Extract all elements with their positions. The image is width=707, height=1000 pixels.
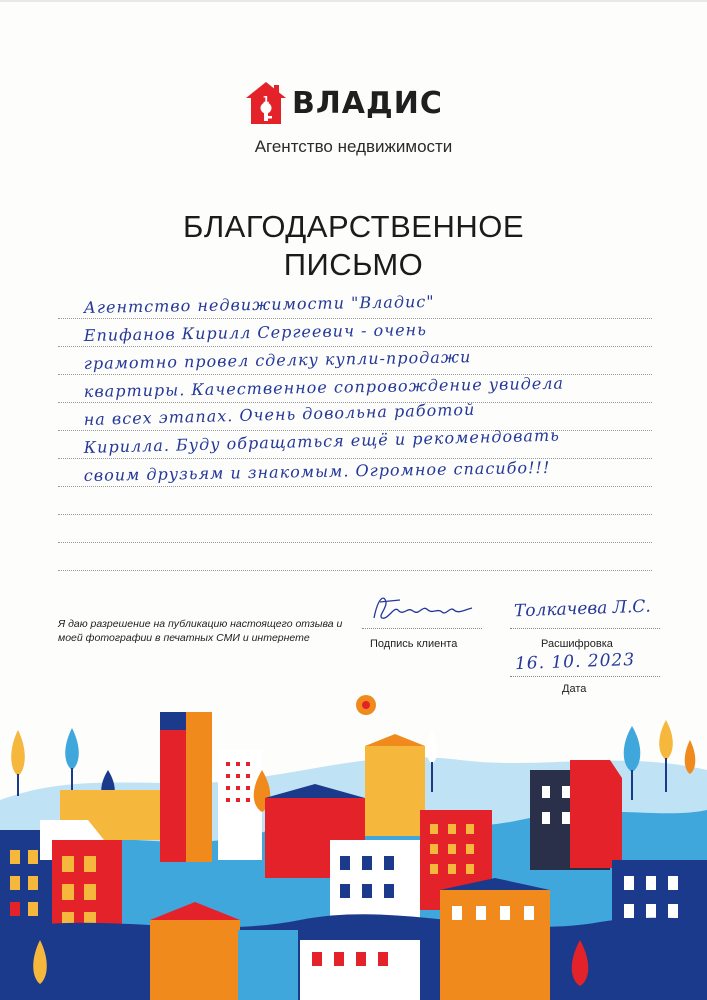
dotted-line xyxy=(58,514,652,515)
house-key-icon xyxy=(244,80,288,126)
handwritten-line: Агентство недвижимости "Владис" xyxy=(83,291,435,317)
date-label: Дата xyxy=(562,683,587,695)
dotted-line xyxy=(58,542,652,543)
handwritten-line: квартиры. Качественное сопровождение увидела xyxy=(83,373,565,401)
publication-consent: Я даю разрешение на публикацию настоящего отзыва и моей фотографии в печатных СМИ и интернете xyxy=(58,618,343,644)
dotted-line xyxy=(58,486,652,487)
dotted-line xyxy=(58,318,652,319)
colorful-city-illustration xyxy=(0,690,707,1000)
handwritten-line: Епифанов Кирилл Сергеевич - очень xyxy=(83,320,427,345)
dotted-line xyxy=(58,346,652,347)
document-title xyxy=(0,208,707,284)
title-line-1: БЛАГОДАРСТВЕННОЕ xyxy=(182,209,525,244)
date-handwritten: 16. 10. 2023 xyxy=(514,649,636,675)
brand-tagline: Агентство недвижимости xyxy=(254,137,453,156)
page-edge xyxy=(0,0,707,2)
handwritten-line: грамотно провел сделку купли-продажи xyxy=(83,347,472,373)
client-signature xyxy=(368,588,478,628)
decoding-handwritten: Толкачева Л.С. xyxy=(513,596,652,622)
svg-text:1: 1 xyxy=(262,95,270,106)
decoding-label: Расшифровка xyxy=(541,638,613,650)
signature-text xyxy=(368,588,373,589)
handwritten-line: Кирилла. Буду обращаться ещё и рекомендовать xyxy=(83,425,561,457)
handwritten-line: своим друзьям и знакомым. Огромное спасибо!!! xyxy=(83,457,551,485)
letter-body xyxy=(58,282,652,588)
title-line-2: ПИСЬМО xyxy=(283,247,424,282)
signature-label: Подпись клиента xyxy=(370,638,458,650)
handwritten-line: на всех этапах. Очень довольна работой xyxy=(83,399,476,429)
signature-scribble xyxy=(368,588,478,628)
signature-line xyxy=(362,628,482,629)
dotted-line xyxy=(58,570,652,571)
decoding-line xyxy=(510,628,660,629)
brand-logo xyxy=(244,80,464,130)
date-line xyxy=(510,676,660,677)
dotted-line xyxy=(58,458,652,459)
brand-name: ВЛАДИС xyxy=(292,86,443,121)
